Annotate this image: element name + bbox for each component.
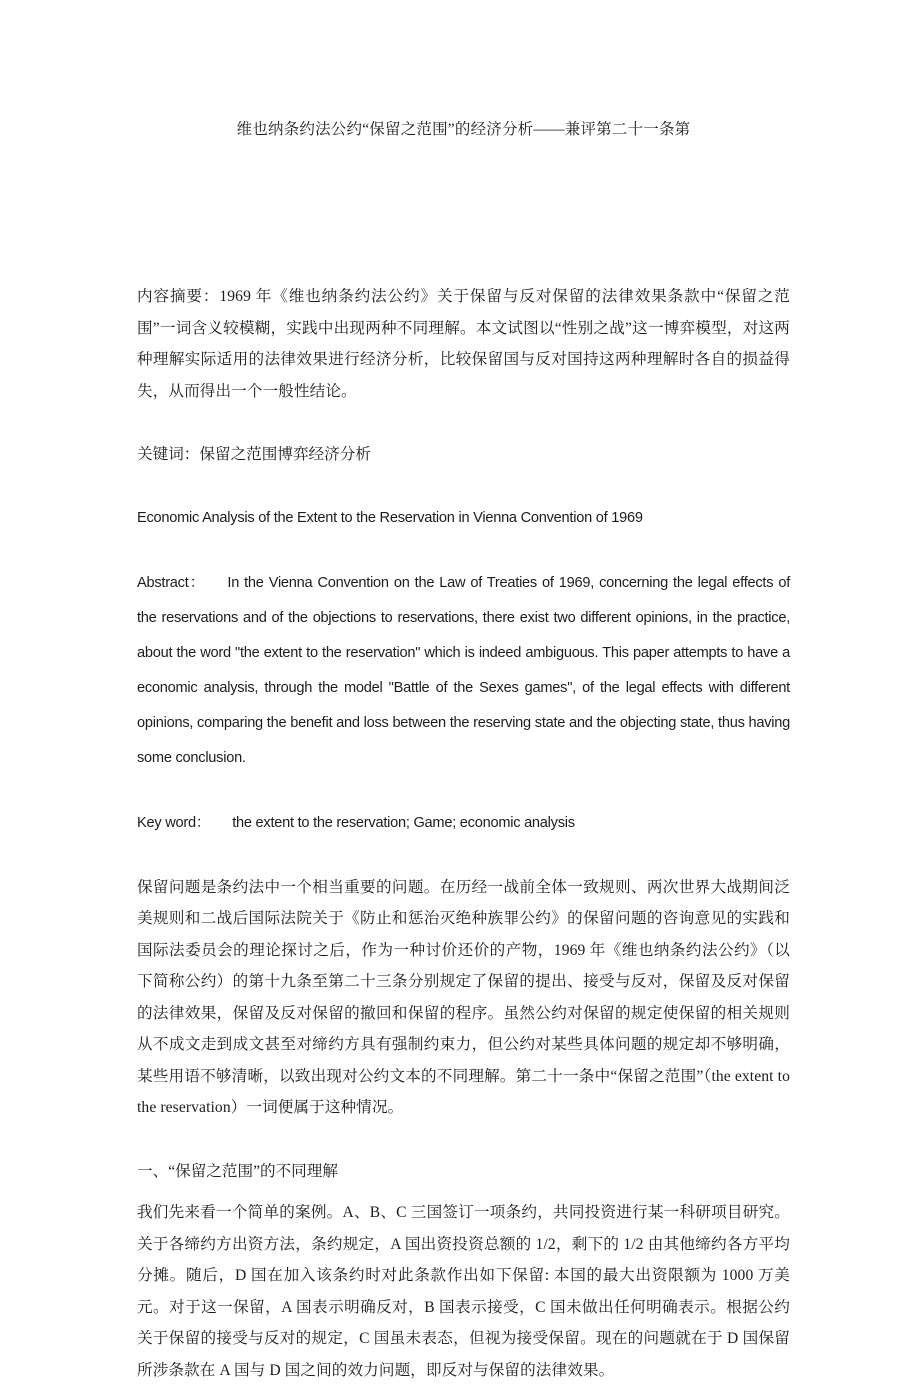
keywords-chinese: 关键词：保留之范围博弈经济分析 (137, 446, 371, 464)
body-paragraph-1: 保留问题是条约法中一个相当重要的问题。在历经一战前全体一致规则、两次世界大战期间泛美规则和二战后国际法院关于《防止和惩治灭绝种族罪公约》的保留问题的咨询意见的实践和国际法委员会的理论探讨之后，作为一种讨价还价的产物，1969 年《维也纳条约法公约》（以下简称公约）的第十九条至第二十三条分别规定了保留的提出、接受与反对，保留及反对保留的法律效果，保留及反对保留的撤回和保留的程序。虽然公约对保留的规定使保留的相关规则从不成文走到成文甚至对缔约方具有强制约束力，但公约对某些具体问题的规定却不够明确，某些用语不够清晰，以致出现对公约文本的不同理解。第二十一条中“保留之范围”（the extent to the reservation）一词便属于这种情况。 (137, 878, 790, 1117)
spacer-after-title-en (137, 556, 790, 566)
abstract-chinese: 内容摘要：1969 年《维也纳条约法公约》关于保留与反对保留的法律效果条款中“保留之范围”一词含义较模糊，实践中出现两种不同理解。本文试图以“性别之战”这一博弈模型，对这两种理解实际适用的法律效果进行经济分析，比较保留国与反对国持这两种理解时各自的损益得失，从而得出一个一般性结论。 (137, 288, 790, 400)
spacer-after-abstract-en (137, 798, 790, 808)
spacer-after-keywords-cn (137, 493, 790, 503)
spacer-after-keywords-en (137, 862, 790, 872)
keywords-english-label: Key word： (137, 815, 211, 832)
body-paragraph-2: 我们先来看一个简单的案例。A、B、C 三国签订一项条约，共同投资进行某一科研项目研究。关于各缔约方出资方法，条约规定，A 国出资投资总额的 1/2，剩下的 1/2 由其他缔约各方平均分摊。随后，D 国在加入该条约时对此条款作出如下保留: 本国的最大出资限额为 1000 万美元。对于这一保留，A 国表示明确反对，B 国表示接受，C 国未做出任何明确表示。根据公约关于保留的接受与反对的规定，C 国虽未表态，但视为接受保留。现在的问题就在于 D 国保留所涉条款在 A 国与 D 国之间的效力问题，即反对与保留的法律效果。 (137, 1204, 790, 1379)
title-spacer (137, 141, 790, 281)
abstract-english-text: In the Vienna Convention on the Law of Treaties of 1969, concerning the legal effects of the reservations and of the objections to reservations, there exist two different opinions, in the practice, about the word "the extent to the reservation" which is indeed ambiguous. This paper attempts to have a economic analysis, through the model "Battle of the Sexes games", of the legal effects with different opinions, comparing the benefit and loss between the reserving state and the objecting state, thus having some conclusion. (137, 575, 791, 767)
page-title: 维也纳条约法公约“保留之范围”的经济分析——兼评第二十一条第 (236, 121, 691, 138)
keywords-english-text: the extent to the reservation; Game; economic analysis (232, 815, 575, 832)
section-heading-1: 一、“保留之范围”的不同理解 (137, 1162, 338, 1180)
spacer-after-section-heading (137, 1187, 790, 1197)
abstract-english-label: Abstract： (137, 575, 206, 592)
spacer-after-abstract-cn (137, 429, 790, 439)
spacer-before-section-heading (137, 1146, 790, 1156)
title-english: Economic Analysis of the Extent to the Reservation in Vienna Convention of 1969 (137, 509, 643, 526)
abstract-english (137, 566, 790, 776)
keywords-english (137, 808, 790, 840)
